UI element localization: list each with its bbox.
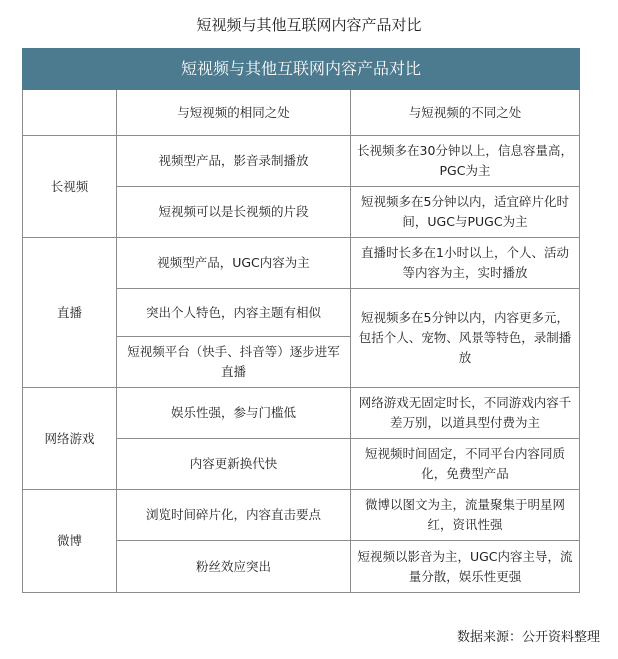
diff-cell: 短视频多在5分钟以内，内容更多元，包括个人、宠物、风景等特色，录制播放 [351,289,580,388]
data-source-note: 数据来源：公开资料整理 [456,630,600,645]
same-cell: 粉丝效应突出 [117,541,351,593]
diff-cell: 网络游戏无固定时长，不同游戏内容千差万别，以道具型付费为主 [351,388,580,439]
table-banner-row [23,49,580,90]
table-header-row [23,90,580,136]
same-cell: 娱乐性强，参与门槛低 [117,388,351,439]
diff-cell: 短视频以影音为主，UGC内容主导，流量分散，娱乐性更强 [351,541,580,593]
category-weibo: 微博 [23,490,117,593]
comparison-table [22,48,580,593]
same-cell: 浏览时间碎片化，内容直击要点 [117,490,351,541]
table-row [23,490,580,541]
category-long-video: 长视频 [23,136,117,238]
same-cell: 内容更新换代快 [117,439,351,490]
header-empty [23,90,117,136]
table-row [23,136,580,187]
same-cell: 突出个人特色，内容主题有相似 [117,289,351,337]
same-cell: 视频型产品，影音录制播放 [117,136,351,187]
diff-cell: 长视频多在30分钟以上，信息容量高，PGC为主 [351,136,580,187]
header-diff: 与短视频的不同之处 [351,90,580,136]
same-cell: 视频型产品，UGC内容为主 [117,238,351,289]
diff-cell: 短视频多在5分钟以内，适宜碎片化时间，UGC与PUGC为主 [351,187,580,238]
category-live: 直播 [23,238,117,388]
diff-cell: 直播时长多在1小时以上，个人、活动等内容为主，实时播放 [351,238,580,289]
table-row [23,238,580,289]
table-row [23,388,580,439]
page-title: 短视频与其他互联网内容产品对比 [196,16,422,34]
header-same: 与短视频的相同之处 [117,90,351,136]
category-games: 网络游戏 [23,388,117,490]
diff-cell: 短视频时间固定，不同平台内容同质化，免费型产品 [351,439,580,490]
table-banner: 短视频与其他互联网内容产品对比 [23,49,580,90]
same-cell: 短视频平台（快手、抖音等）逐步进军直播 [117,337,351,388]
same-cell: 短视频可以是长视频的片段 [117,187,351,238]
diff-cell: 微博以图文为主，流量聚集于明星网红，资讯性强 [351,490,580,541]
